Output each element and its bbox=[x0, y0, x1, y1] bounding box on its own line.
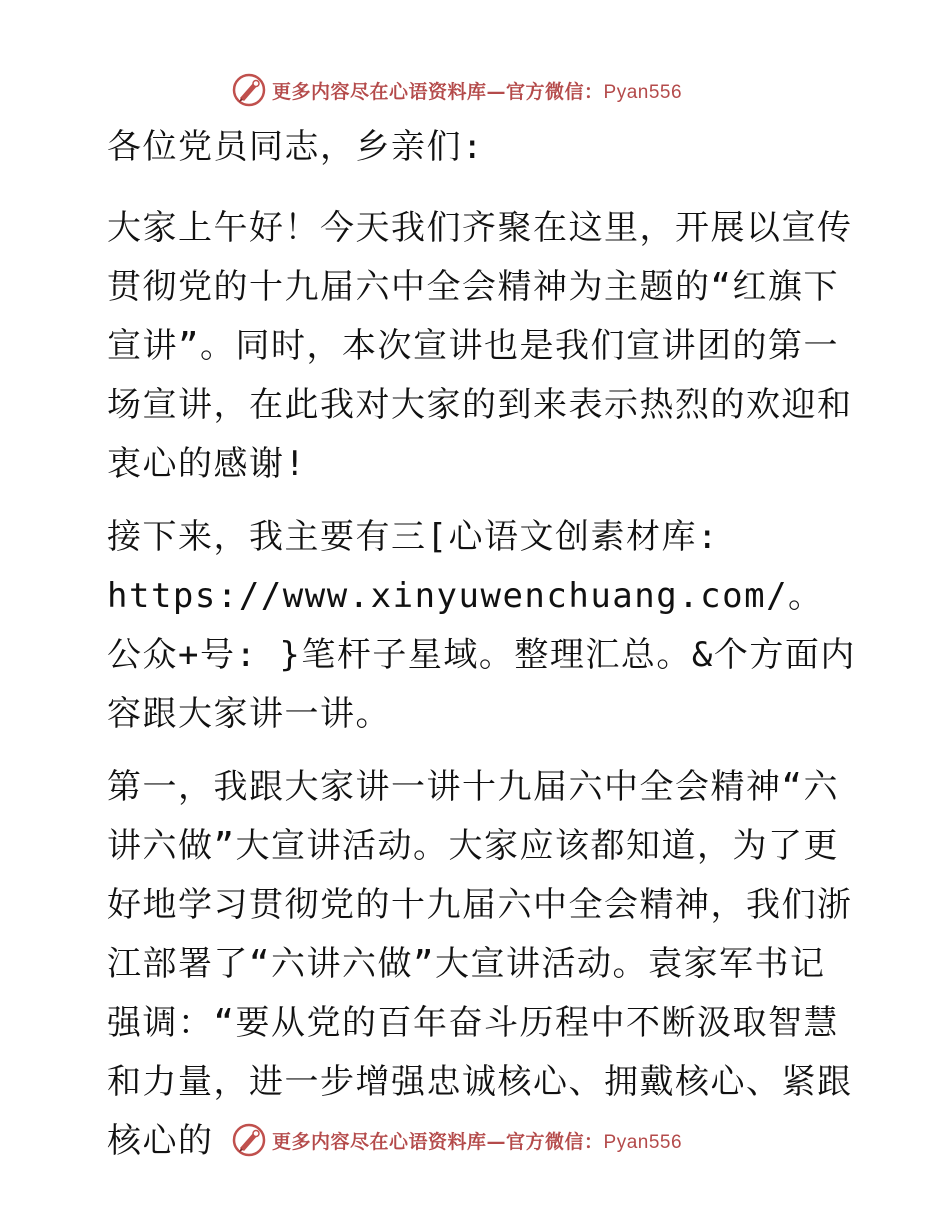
paragraph-2: 接下来，我主要有三[心语文创素材库: https://www.xinyuwenchuang.com/。公众+号: }笔杆子星域。整理汇总。&个方面内容跟大家讲一讲。 bbox=[107, 517, 856, 734]
paragraph-3: 第一，我跟大家讲一讲十九届六中全会精神“六讲六做”大宣讲活动。大家应该都知道，为了更好地学习贯彻党的十九届六中全会精神，我们浙江部署了“六讲六做”大宣讲活动。袁家军书记强调：“要从党的百年奋斗历程中不断汲取智慧和力量，进一步增强忠诚核心、拥戴核心、紧跟核心的 bbox=[107, 767, 853, 1161]
pen-logo-icon bbox=[232, 1123, 266, 1157]
header-watermark bbox=[232, 70, 682, 110]
watermark-text: 更多内容尽在心语资料库—官方微信：Pyan556 bbox=[272, 80, 683, 103]
salutation: 各位党员同志，乡亲们: bbox=[107, 127, 484, 167]
pen-logo-icon bbox=[232, 73, 266, 107]
footer-watermark bbox=[232, 1120, 682, 1160]
document-body bbox=[97, 118, 857, 1185]
watermark-text: 更多内容尽在心语资料库—官方微信：Pyan556 bbox=[272, 1130, 683, 1153]
paragraph-1: 大家上午好！今天我们齐聚在这里，开展以宣传贯彻党的十九届六中全会精神为主题的“红旗下宣讲”。同时，本次宣讲也是我们宣讲团的第一场宣讲，在此我对大家的到来表示热烈的欢迎和衷心的感谢! bbox=[107, 208, 853, 484]
watermark-wechat-id: Pyan556 bbox=[603, 1131, 683, 1153]
watermark-wechat-id: Pyan556 bbox=[603, 81, 683, 103]
